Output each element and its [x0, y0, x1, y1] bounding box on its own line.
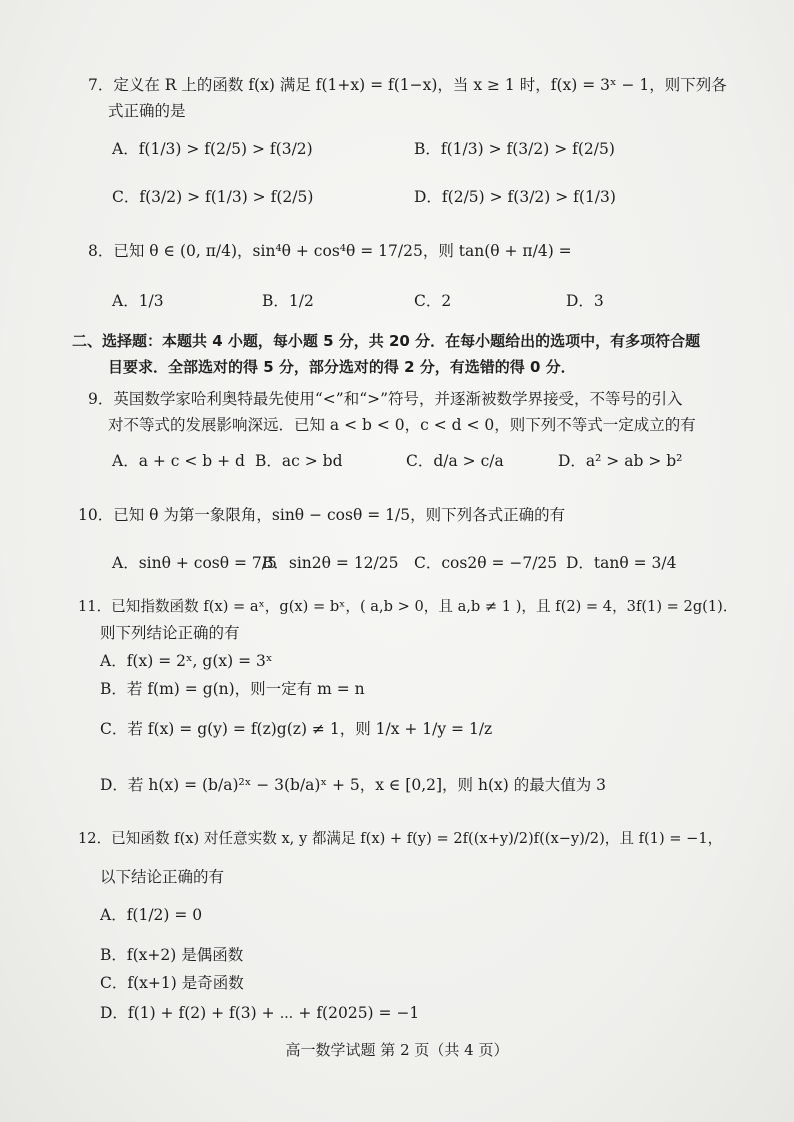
q7-option-c: C．f(3/2) > f(1/3) > f(2/5)	[112, 188, 314, 206]
q12-option-b: B．f(x+2) 是偶函数	[100, 946, 244, 964]
q11-option-d: D．若 h(x) = (b/a)²ˣ − 3(b/a)ˣ + 5，x ∈ [0,2]，则 h(x) 的最大值为 3	[100, 776, 607, 794]
q12-stem-line2: 以下结论正确的有	[100, 868, 225, 886]
q8-stem: 8．已知 θ ∈ (0, π/4)，sin⁴θ + cos⁴θ = 17/25，则 tan(θ + π/4) =	[88, 242, 572, 260]
q8-option-c: C．2	[414, 292, 452, 310]
q9-option-b: B．ac > bd	[255, 452, 343, 470]
q7-option-b: B．f(1/3) > f(3/2) > f(2/5)	[414, 140, 615, 158]
q12-option-c: C．f(x+1) 是奇函数	[100, 974, 244, 992]
q10-option-c: C．cos2θ = −7/25	[414, 554, 558, 572]
q10-option-a: A．sinθ + cosθ = 7/5	[112, 554, 277, 572]
q11-stem-line1: 11．已知指数函数 f(x) = aˣ，g(x) = bˣ，( a,b > 0，且 a,b ≠ 1 )，且 f(2) = 4，3f(1) = 2g(1)．	[78, 598, 738, 615]
q11-option-a: A．f(x) = 2ˣ, g(x) = 3ˣ	[100, 652, 273, 670]
q8-option-b: B．1/2	[262, 292, 314, 310]
q8-option-d: D．3	[566, 292, 604, 310]
q9-option-a: A．a + c < b + d	[112, 452, 245, 470]
q12-stem-line1: 12．已知函数 f(x) 对任意实数 x, y 都满足 f(x) + f(y) = 2f((x+y)/2)f((x−y)/2)，且 f(1) = −1，	[78, 830, 723, 847]
q9-stem-line2: 对不等式的发展影响深远．已知 a < b < 0，c < d < 0，则下列不等式一定成立的有	[108, 416, 696, 434]
q10-option-d: D．tanθ = 3/4	[566, 554, 677, 572]
q11-stem-line2: 则下列结论正确的有	[100, 624, 240, 642]
page-footer: 高一数学试题 第 2 页（共 4 页）	[285, 1041, 509, 1059]
q11-option-c: C．若 f(x) = g(y) = f(z)g(z) ≠ 1，则 1/x + 1/y = 1/z	[100, 720, 493, 738]
q10-option-b: B．sin2θ = 12/25	[262, 554, 399, 572]
q10-stem: 10．已知 θ 为第一象限角，sinθ − cosθ = 1/5，则下列各式正确的有	[78, 506, 566, 524]
section-2-heading-line2: 目要求．全部选对的得 5 分，部分选对的得 2 分，有选错的得 0 分．	[108, 358, 576, 376]
q7-stem-line1: 7．定义在 R 上的函数 f(x) 满足 f(1+x) = f(1−x)，当 x ≥ 1 时，f(x) = 3ˣ − 1，则下列各	[88, 76, 727, 94]
q11-option-b: B．若 f(m) = g(n)，则一定有 m = n	[100, 680, 365, 698]
q9-option-c: C．d/a > c/a	[406, 452, 504, 470]
q7-option-a: A．f(1/3) > f(2/5) > f(3/2)	[112, 140, 313, 158]
q7-stem-line2: 式正确的是	[108, 102, 186, 120]
q9-option-d: D．a² > ab > b²	[558, 452, 683, 470]
section-2-heading-line1: 二、选择题：本题共 4 小题，每小题 5 分，共 20 分．在每小题给出的选项中，有多项符合题	[72, 332, 701, 350]
q12-option-a: A．f(1/2) = 0	[100, 906, 203, 924]
q12-option-d: D．f(1) + f(2) + f(3) + ⋯ + f(2025) = −1	[100, 1004, 420, 1022]
q9-stem-line1: 9．英国数学家哈利奥特最先使用“<”和“>”符号，并逐渐被数学界接受，不等号的引入	[88, 390, 683, 408]
q7-option-d: D．f(2/5) > f(3/2) > f(1/3)	[414, 188, 616, 206]
q8-option-a: A．1/3	[112, 292, 164, 310]
